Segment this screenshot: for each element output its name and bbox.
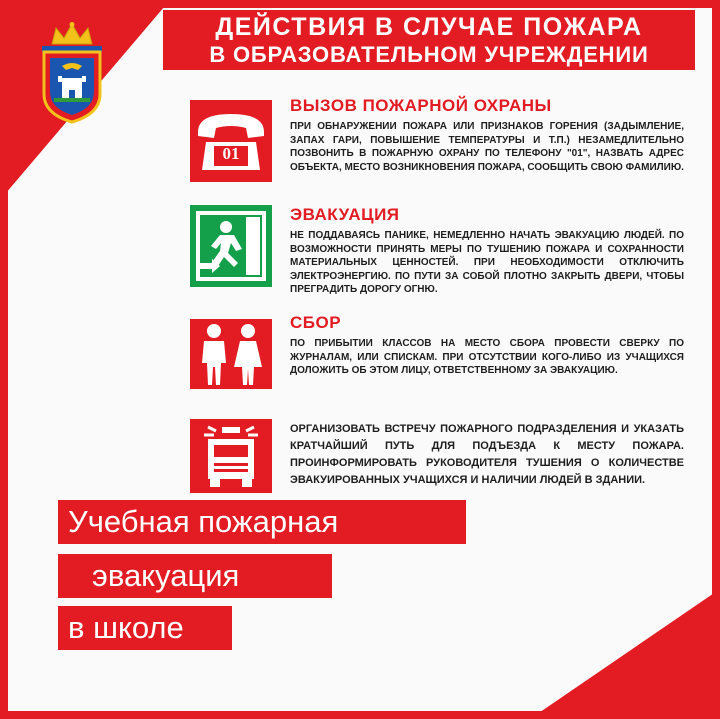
telephone-icon <box>190 100 272 182</box>
fire-truck-icon <box>190 419 272 493</box>
caption-line-3: в школе <box>58 606 232 650</box>
section-title: ВЫЗОВ ПОЖАРНОЙ ОХРАНЫ <box>290 96 552 115</box>
poster-title <box>163 10 695 70</box>
red-corner-triangle-bottom-right <box>530 589 720 719</box>
section-body: ПРИ ОБНАРУЖЕНИИ ПОЖАРА ИЛИ ПРИЗНАКОВ ГОРЕНИЯ (ЗАДЫМЛЕНИЕ, ЗАПАХ ГАРИ, ПОВЫШЕНИЕ ТЕМПЕРАТУРЫ И Т.П.) НЕЗАМЕДЛИТЕЛЬНО ПОЗВОНИТЬ В ПОЖАРНУЮ ОХРАНУ ПО ТЕЛЕФОНУ "01", НАЗВАТЬ АДРЕС ОБЪЕКТА, МЕСТО ВОЗНИКНОВЕНИЯ ПОЖАРА, СООБЩИТЬ СВОЮ ФАМИЛИЮ. <box>290 121 684 173</box>
title-line-2: В ОБРАЗОВАТЕЛЬНОМ УЧРЕЖДЕНИИ <box>209 42 649 67</box>
section-body: НЕ ПОДДАВАЯСЬ ПАНИКЕ, НЕМЕДЛЕННО НАЧАТЬ ЭВАКУАЦИЮ ЛЮДЕЙ. ПО ВОЗМОЖНОСТИ ПРИНЯТЬ МЕРЫ ПО ТУШЕНИЮ ПОЖАРА И СОХРАННОСТИ МАТЕРИАЛЬНЫХ ЦЕННОСТЕЙ. ПРИ НЕОБХОДИМОСТИ ОТКЛЮЧИТЬ ЭЛЕКТРОЭНЕРГИЮ. ПО ПУТИ ЗА СОБОЙ ПЛОТНО ЗАКРЫТЬ ДВЕРИ, ЧТОБЫ ПРЕГРАДИТЬ ДОРОГУ ОГНЮ. <box>290 230 684 295</box>
section-evacuation <box>190 205 690 315</box>
section-call-fire-service <box>190 96 690 196</box>
caption-line-2: эвакуация <box>58 554 332 598</box>
section-body: ПО ПРИБЫТИИ КЛАССОВ НА МЕСТО СБОРА ПРОВЕСТИ СВЕРКУ ПО ЖУРНАЛАМ, ИЛИ СПИСКАМ. ПРИ ОТСУТСТВИИ КОГО-ЛИБО ИЗ УЧАЩИХСЯ ДОЛОЖИТЬ ОБ ЭТОМ ЛИЦУ, ОТВЕТСТВЕННОМУ ЗА ЭВАКУАЦИЮ. <box>290 338 684 376</box>
phone-number-label: 01 <box>222 144 240 163</box>
section-title: ЭВАКУАЦИЯ <box>290 205 400 224</box>
section-title: СБОР <box>290 313 342 332</box>
section-text-block <box>290 421 684 489</box>
section-body: ОРГАНИЗОВАТЬ ВСТРЕЧУ ПОЖАРНОГО ПОДРАЗДЕЛЕНИЯ И УКАЗАТЬ КРАТЧАЙШИЙ ПУТЬ ДЛЯ ПОДЪЕЗДА К МЕСТУ ПОЖАРА. ПРОИНФОРМИРОВАТЬ РУКОВОДИТЕЛЯ ТУШЕНИЯ О КОЛИЧЕСТВЕ ЭВАКУИРОВАННЫХ УЧАЩИХСЯ И НАЛИЧИИ ЛЮДЕЙ В ЗДАНИИ. <box>290 423 684 486</box>
section-assembly <box>190 313 690 413</box>
caption-line-1: Учебная пожарная <box>58 500 466 544</box>
coat-of-arms-icon <box>36 22 108 126</box>
section-text-block <box>290 313 684 378</box>
people-icon <box>190 319 272 389</box>
title-line-1: ДЕЙСТВИЯ В СЛУЧАЕ ПОЖАРА <box>215 13 643 41</box>
section-text-block <box>290 205 684 297</box>
section-meet-fire-brigade <box>190 415 690 495</box>
emergency-exit-icon <box>190 205 272 287</box>
section-text-block <box>290 96 684 174</box>
